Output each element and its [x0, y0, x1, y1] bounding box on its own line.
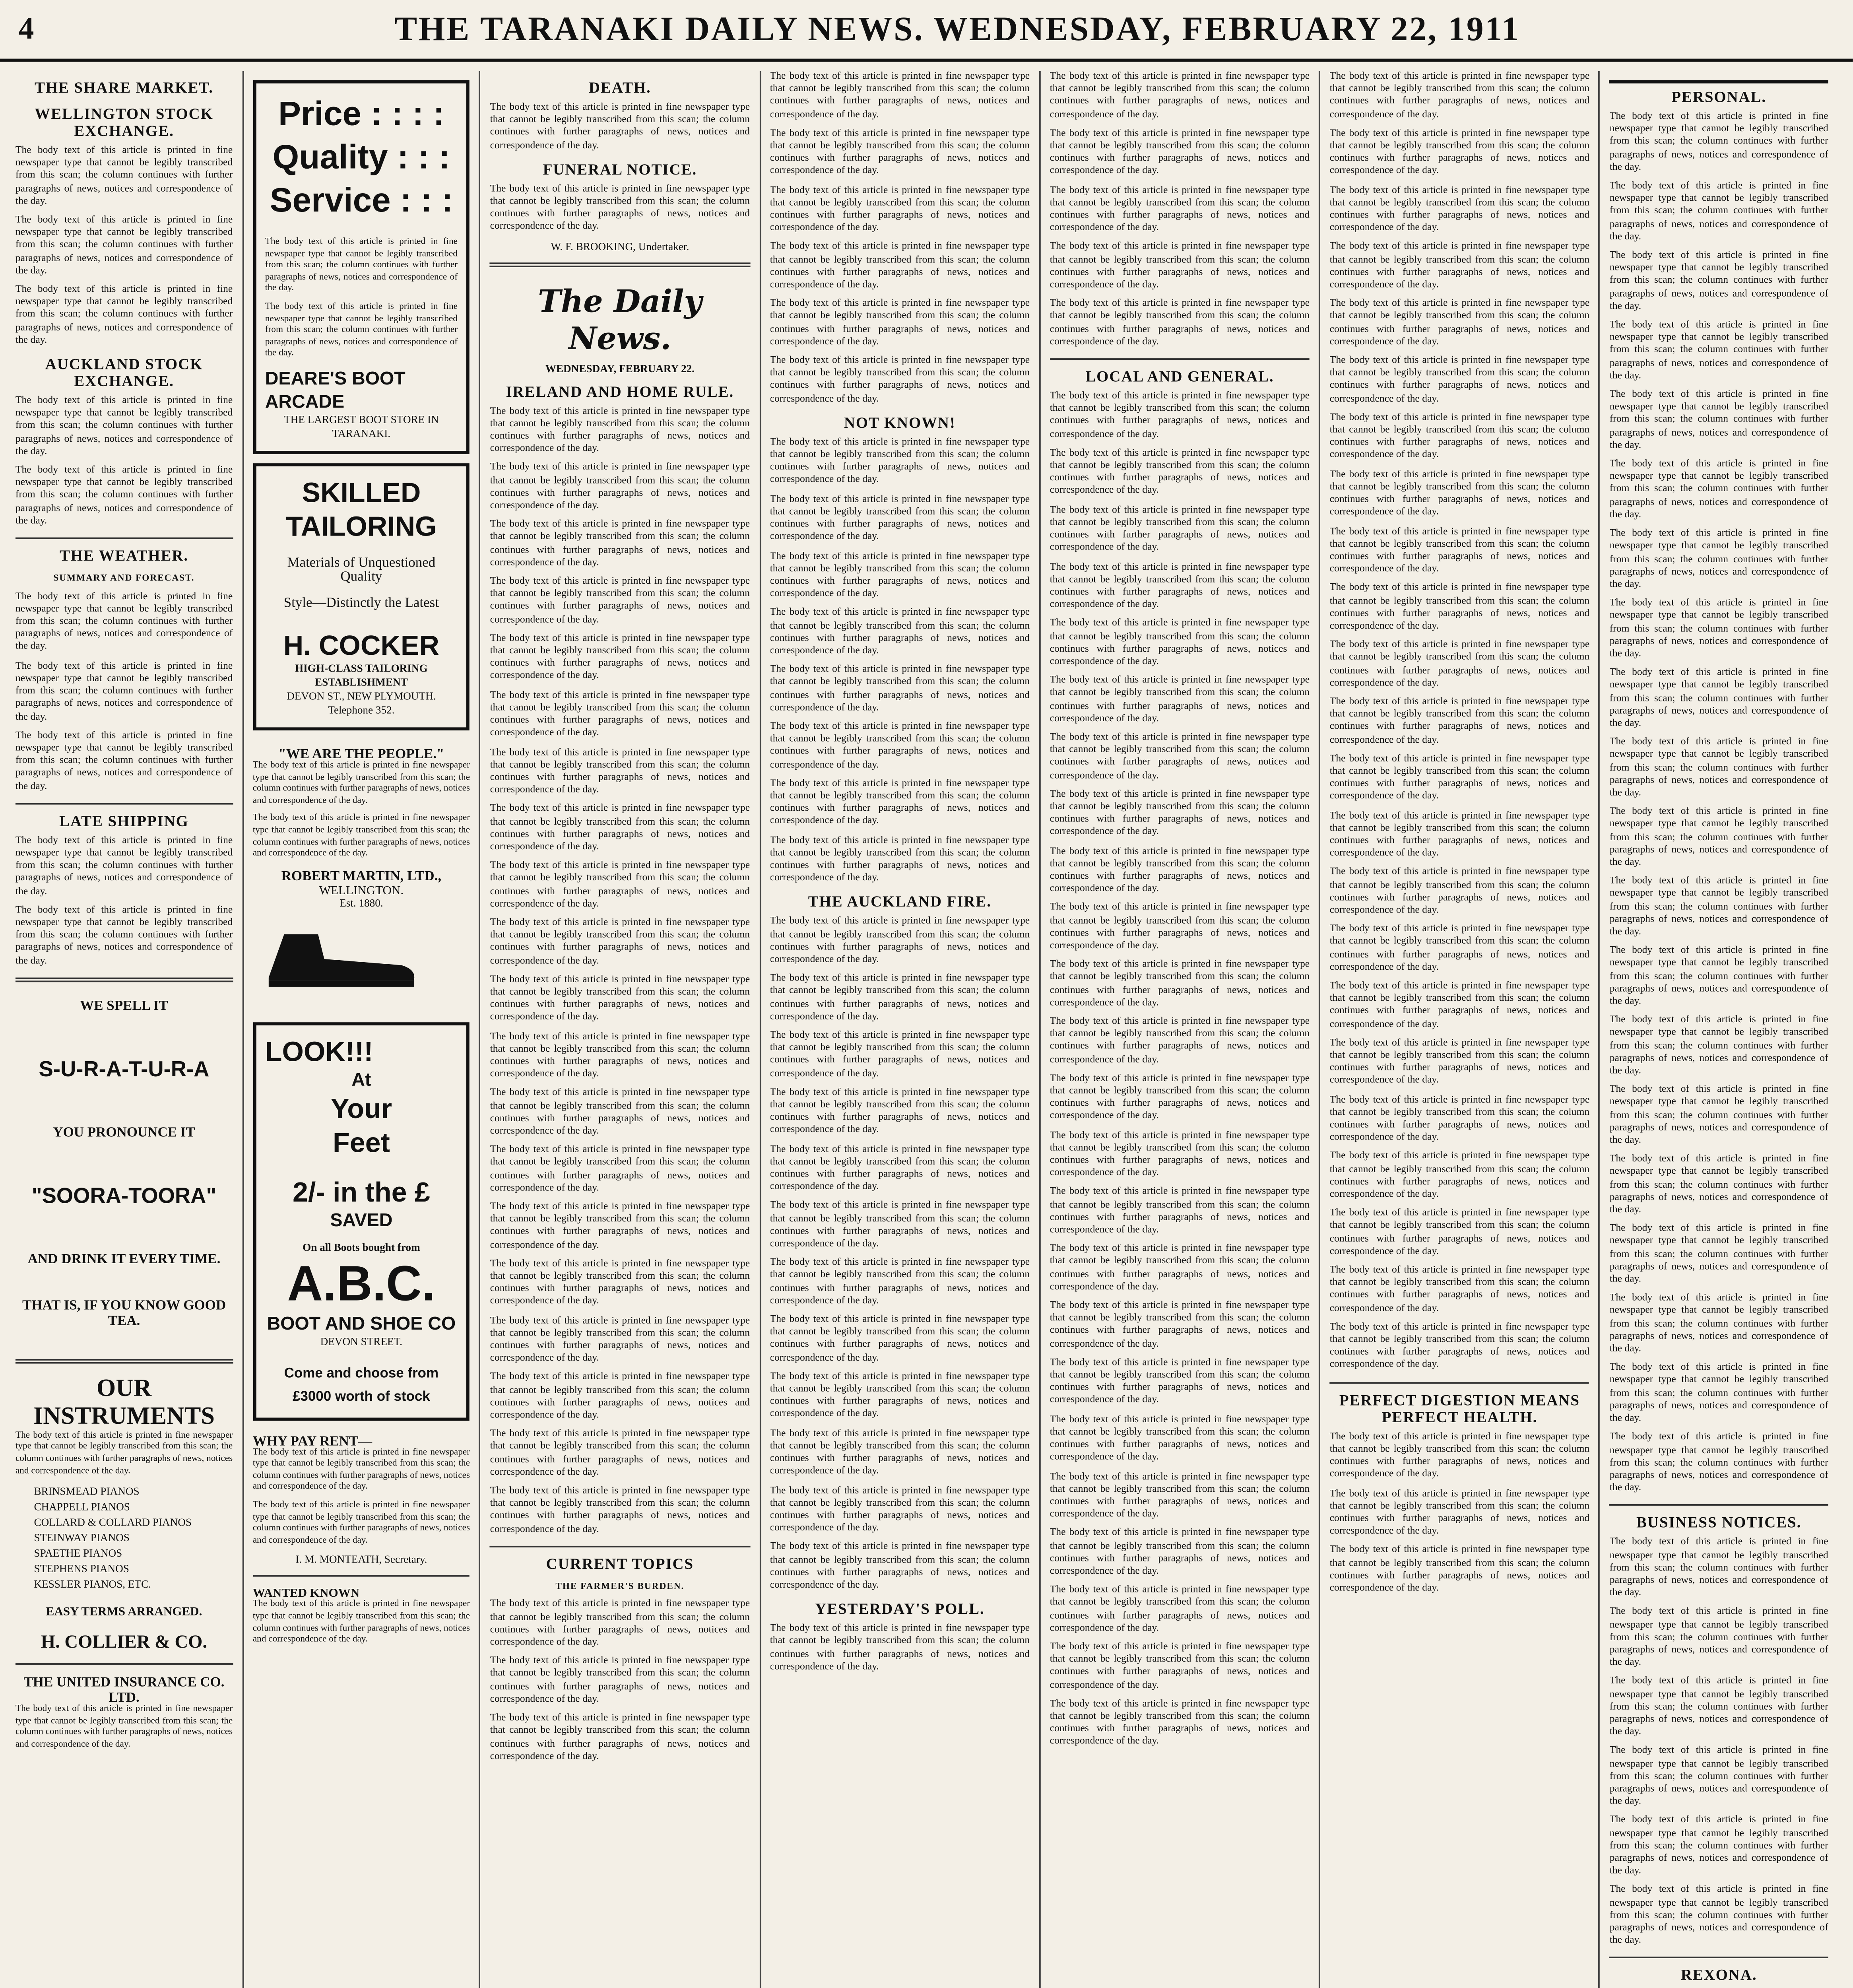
article-text: The body text of this article is printed in fine newspaper type that cannot be legibly transcribed from this scan; the column continues with further paragraphs of news, notices and correspondence of the day. — [770, 1428, 1030, 1477]
article-text: The body text of this article is printed in fine newspaper type that cannot be legibly transcribed from this scan; the column continues with further paragraphs of news, notices and correspondence of the day. — [490, 406, 750, 454]
article-text: The body text of this article is printed in fine newspaper type that cannot be legibly transcribed from this scan; the column continues with further paragraphs of news, notices and correspondence of the day. — [1329, 526, 1590, 575]
article-text: The body text of this article is printed in fine newspaper type that cannot be legibly transcribed from this scan; the column continues with further paragraphs of news, notices and correspondence of the day. — [1050, 1130, 1310, 1179]
robert-city: WELLINGTON. — [319, 883, 404, 897]
article-text: The body text of this article is printed in fine newspaper type that cannot be legibly transcribed from this scan; the column continues with further paragraphs of news, notices and correspondence of the day. — [490, 746, 750, 796]
article-text: The body text of this article is printed in fine newspaper type that cannot be legibly transcribed from this scan; the column continues with further paragraphs of news, notices and correspondence of the day. — [490, 462, 750, 511]
article-text: The body text of this article is printed in fine newspaper type that cannot be legibly transcribed from this scan; the column continues with further paragraphs of news, notices and correspondence of the day. — [1050, 1471, 1310, 1520]
article-text: The body text of this article is printed in fine newspaper type that cannot be legibly transcribed from this scan; the column continues with further paragraphs of news, notices and correspondence of the day. — [1329, 980, 1590, 1030]
article-text: The body text of this article is printed in fine newspaper type that cannot be legibly transcribed from this scan; the column continues with further paragraphs of news, notices and correspondence of the day. — [770, 241, 1030, 291]
article-text: The body text of this article is printed in fine newspaper type that cannot be legibly transcribed from this scan; the column continues with further paragraphs of news, notices and correspondence of the day. — [15, 1705, 233, 1750]
article-text: The body text of this article is printed in fine newspaper type that cannot be legibly transcribed from this scan; the column continues with further paragraphs of news, notices and correspondence of the day. — [490, 1201, 750, 1250]
column-3 — [490, 71, 761, 1988]
current-topics-heading: CURRENT TOPICS — [546, 1556, 694, 1574]
article-text: The body text of this article is printed in fine newspaper type that cannot be legibly transcribed from this scan; the column continues with further paragraphs of news, notices and correspondence of the day. — [1609, 1815, 1828, 1877]
article-text: The body text of this article is printed in fine newspaper type that cannot be legibly transcribed from this scan; the column continues with further paragraphs of news, notices and correspondence of the day. — [1609, 806, 1828, 868]
local-general-heading: LOCAL AND GENERAL. — [1085, 369, 1274, 386]
farmer-heading: THE FARMER'S BURDEN. — [555, 1582, 685, 1592]
piano-item: SPAETHE PIANOS — [34, 1547, 122, 1560]
article-text: The body text of this article is printed in fine newspaper type that cannot be legibly transcribed from this scan; the column continues with further paragraphs of news, notices and correspondence of the day. — [770, 1257, 1030, 1307]
piano-item: STEINWAY PIANOS — [34, 1532, 130, 1545]
article-text: The body text of this article is printed in fine newspaper type that cannot be legibly transcribed from this scan; the column continues with further paragraphs of news, notices and correspondence of the day. — [770, 607, 1030, 656]
piano-item: BRINSMEAD PIANOS — [34, 1485, 140, 1498]
article-text: The body text of this article is printed in fine newspaper type that cannot be legibly transcribed from this scan; the column continues with further paragraphs of news, notices and correspondence of the day. — [15, 214, 233, 276]
article-text: The body text of this article is printed in fine newspaper type that cannot be legibly transcribed from this scan; the column continues with further paragraphs of news, notices and correspondence of the day. — [770, 184, 1030, 234]
look-text: LOOK!!! — [265, 1035, 373, 1067]
abc-name: A.B.C. — [287, 1255, 436, 1311]
quality-text: Quality : : : — [272, 137, 450, 176]
article-text: The body text of this article is printed in fine newspaper type that cannot be legibly transcribed from this scan; the column continues with further paragraphs of news, notices and correspondence of the day. — [1329, 1208, 1590, 1257]
article-text: The body text of this article is printed in fine newspaper type that cannot be legibly transcribed from this scan; the column continues with further paragraphs of news, notices and correspondence of the day. — [1050, 184, 1310, 234]
column-1 — [16, 71, 244, 1988]
at-text: At — [351, 1068, 371, 1090]
article-text: The body text of this article is printed in fine newspaper type that cannot be legibly transcribed from this scan; the column continues with further paragraphs of news, notices and correspondence of the day. — [15, 284, 233, 346]
article-text: The body text of this article is printed in fine newspaper type that cannot be legibly transcribed from this scan; the column continues with further paragraphs of news, notices and correspondence of the day. — [1609, 1293, 1828, 1355]
cocker-sub: HIGH-CLASS TAILORING ESTABLISHMENT — [295, 662, 428, 689]
article-text: The body text of this article is printed in fine newspaper type that cannot be legibly transcribed from this scan; the column continues with further paragraphs of news, notices and correspondence of the day. — [1050, 1243, 1310, 1293]
newspaper-title: THE TARANAKI DAILY NEWS. WEDNESDAY, FEBRUARY 22, 1911 — [394, 9, 1520, 48]
article-text: The body text of this article is printed in fine newspaper type that cannot be legibly transcribed from this scan; the column continues with further paragraphs of news, notices and correspondence of the day. — [1609, 111, 1828, 173]
article-text: The body text of this article is printed in fine newspaper type that cannot be legibly transcribed from this scan; the column continues with further paragraphs of news, notices and correspondence of the day. — [770, 1541, 1030, 1591]
article-text: The body text of this article is printed in fine newspaper type that cannot be legibly transcribed from this scan; the column continues with further paragraphs of news, notices and correspondence of the day. — [1609, 876, 1828, 938]
article-text: The body text of this article is printed in fine newspaper type that cannot be legibly transcribed from this scan; the column continues with further paragraphs of news, notices and correspondence of the day. — [15, 660, 233, 722]
deares-boot-tag: THE LARGEST BOOT STORE IN TARANAKI. — [283, 414, 439, 440]
article-text: The body text of this article is printed in fine newspaper type that cannot be legibly transcribed from this scan; the column continues with further paragraphs of news, notices and correspondence of the day. — [265, 238, 458, 294]
article-text: The body text of this article is printed in fine newspaper type that cannot be legibly transcribed from this scan; the column continues with further paragraphs of news, notices and correspondence of the day. — [15, 835, 233, 897]
article-text: The body text of this article is printed in fine newspaper type that cannot be legibly transcribed from this scan; the column continues with further paragraphs of news, notices and correspondence of the day. — [770, 298, 1030, 348]
article-text: The body text of this article is printed in fine newspaper type that cannot be legibly transcribed from this scan; the column continues with further paragraphs of news, notices and correspondence of the day. — [490, 1031, 750, 1080]
spell-text: WE SPELL IT — [80, 997, 168, 1013]
article-text: The body text of this article is printed in fine newspaper type that cannot be legibly transcribed from this scan; the column continues with further paragraphs of news, notices and correspondence of the day. — [1050, 561, 1310, 610]
article-text: The body text of this article is printed in fine newspaper type that cannot be legibly transcribed from this scan; the column continues with further paragraphs of news, notices and correspondence of the day. — [770, 1314, 1030, 1363]
article-text: The body text of this article is printed in fine newspaper type that cannot be legibly transcribed from this scan; the column continues with further paragraphs of news, notices and correspondence of the day. — [490, 102, 750, 151]
column-2 — [253, 71, 481, 1988]
rexona-heading: REXONA. — [1680, 1968, 1757, 1985]
article-text: The body text of this article is printed in fine newspaper type that cannot be legibly transcribed from this scan; the column continues with further paragraphs of news, notices and correspondence of the day. — [1329, 1488, 1590, 1537]
saratura-text: S-U-R-A-T-U-R-A — [39, 1056, 210, 1081]
article-text: The body text of this article is printed in fine newspaper type that cannot be legibly transcribed from this scan; the column continues with further paragraphs of news, notices and correspondence of the day. — [490, 860, 750, 909]
article-text: The body text of this article is printed in fine newspaper type that cannot be legibly transcribed from this scan; the column continues with further paragraphs of news, notices and correspondence of the day. — [1609, 181, 1828, 243]
article-text: The body text of this article is printed in fine newspaper type that cannot be legibly transcribed from this scan; the column continues with further paragraphs of news, notices and correspondence of the day. — [1609, 598, 1828, 660]
drink-text: AND DRINK IT EVERY TIME. — [27, 1250, 221, 1266]
article-text: The body text of this article is printed in fine newspaper type that cannot be legibly transcribed from this scan; the column continues with further paragraphs of news, notices and correspondence of the day. — [770, 355, 1030, 404]
article-text: The body text of this article is printed in fine newspaper type that cannot be legibly transcribed from this scan; the column continues with further paragraphs of news, notices and correspondence of the day. — [490, 1599, 750, 1648]
article-text: The body text of this article is printed in fine newspaper type that cannot be legibly transcribed from this scan; the column continues with further paragraphs of news, notices and correspondence of the day. — [1609, 1745, 1828, 1807]
article-text: The body text of this article is printed in fine newspaper type that cannot be legibly transcribed from this scan; the column continues with further paragraphs of news, notices and correspondence of the day. — [770, 1030, 1030, 1079]
article-text: The body text of this article is printed in fine newspaper type that cannot be legibly transcribed from this scan; the column continues with further paragraphs of news, notices and correspondence of the day. — [490, 1712, 750, 1762]
article-text: The body text of this article is printed in fine newspaper type that cannot be legibly transcribed from this scan; the column continues with further paragraphs of news, notices and correspondence of the day. — [15, 591, 233, 652]
article-text: The body text of this article is printed in fine newspaper type that cannot be legibly transcribed from this scan; the column continues with further paragraphs of news, notices and correspondence of the day. — [1050, 1300, 1310, 1349]
pronounce-text: YOU PRONOUNCE IT — [53, 1124, 195, 1140]
article-text: The body text of this article is printed in fine newspaper type that cannot be legibly transcribed from this scan; the column continues with further paragraphs of news, notices and correspondence of the day. — [1050, 845, 1310, 895]
article-text: The body text of this article is printed in fine newspaper type that cannot be legibly transcribed from this scan; the column continues with further paragraphs of news, notices and correspondence of the day. — [770, 973, 1030, 1022]
article-text: The body text of this article is printed in fine newspaper type that cannot be legibly transcribed from this scan; the column continues with further paragraphs of news, notices and correspondence of the day. — [1329, 355, 1590, 404]
materials-text: Materials of Unquestioned Quality — [287, 554, 436, 584]
article-text: The body text of this article is printed in fine newspaper type that cannot be legibly transcribed from this scan; the column continues with further paragraphs of news, notices and correspondence of the day. — [1609, 1884, 1828, 1946]
article-text: The body text of this article is printed in fine newspaper type that cannot be legibly transcribed from this scan; the column continues with further paragraphs of news, notices and correspondence of the day. — [770, 128, 1030, 177]
article-text: The body text of this article is printed in fine newspaper type that cannot be legibly transcribed from this scan; the column continues with further paragraphs of news, notices and correspondence of the day. — [1050, 1073, 1310, 1122]
business-notices-heading: BUSINESS NOTICES. — [1636, 1515, 1802, 1533]
article-text: The body text of this article is printed in fine newspaper type that cannot be legibly transcribed from this scan; the column continues with further paragraphs of news, notices and correspondence of the day. — [252, 761, 470, 806]
article-text: The body text of this article is printed in fine newspaper type that cannot be legibly transcribed from this scan; the column continues with further paragraphs of news, notices and correspondence of the day. — [1329, 128, 1590, 177]
article-text: The body text of this article is printed in fine newspaper type that cannot be legibly transcribed from this scan; the column continues with further paragraphs of news, notices and correspondence of the day. — [770, 1087, 1030, 1136]
article-text: The body text of this article is printed in fine newspaper type that cannot be legibly transcribed from this scan; the column continues with further paragraphs of news, notices and correspondence of the day. — [770, 493, 1030, 543]
article-text: The body text of this article is printed in fine newspaper type that cannot be legibly transcribed from this scan; the column continues with further paragraphs of news, notices and correspondence of the day. — [770, 1371, 1030, 1420]
article-text: The body text of this article is printed in fine newspaper type that cannot be legibly transcribed from this scan; the column continues with further paragraphs of news, notices and correspondence of the day. — [15, 465, 233, 526]
article-text: The body text of this article is printed in fine newspaper type that cannot be legibly transcribed from this scan; the column continues with further paragraphs of news, notices and correspondence of the day. — [1050, 1414, 1310, 1463]
article-text: The body text of this article is printed in fine newspaper type that cannot be legibly transcribed from this scan; the column continues with further paragraphs of news, notices and correspondence of the day. — [490, 633, 750, 682]
article-text: The body text of this article is printed in fine newspaper type that cannot be legibly transcribed from this scan; the column continues with further paragraphs of news, notices and correspondence of the day. — [1050, 788, 1310, 838]
easy-terms: EASY TERMS ARRANGED. — [46, 1604, 202, 1619]
article-text: The body text of this article is printed in fine newspaper type that cannot be legibly transcribed from this scan; the column continues with further paragraphs of news, notices and correspondence of the day. — [1050, 675, 1310, 724]
wanted-known: WANTED KNOWN — [252, 1586, 360, 1601]
good-tea-text: THAT IS, IF YOU KNOW GOOD TEA. — [22, 1297, 226, 1328]
column-7 — [1610, 71, 1837, 1988]
article-text: The body text of this article is printed in fine newspaper type that cannot be legibly transcribed from this scan; the column continues with further paragraphs of news, notices and correspondence of the day. — [1050, 1698, 1310, 1747]
auckland-fire-heading: THE AUCKLAND FIRE. — [808, 895, 992, 912]
article-text: The body text of this article is printed in fine newspaper type that cannot be legibly transcribed from this scan; the column continues with further paragraphs of news, notices and correspondence of the day. — [490, 803, 750, 852]
article-text: The body text of this article is printed in fine newspaper type that cannot be legibly transcribed from this scan; the column continues with further paragraphs of news, notices and correspondence of the day. — [490, 974, 750, 1023]
why-pay-rent: WHY PAY RENT— — [252, 1433, 373, 1448]
article-text: The body text of this article is printed in fine newspaper type that cannot be legibly transcribed from this scan; the column continues with further paragraphs of news, notices and correspondence of the day. — [1609, 737, 1828, 798]
article-text: The body text of this article is printed in fine newspaper type that cannot be legibly transcribed from this scan; the column continues with further paragraphs of news, notices and correspondence of the day. — [1329, 71, 1590, 120]
editorial-date: WEDNESDAY, FEBRUARY 22. — [545, 362, 695, 375]
article-text: The body text of this article is printed in fine newspaper type that cannot be legibly transcribed from this scan; the column continues with further paragraphs of news, notices and correspondence of the day. — [1329, 867, 1590, 916]
article-text: The body text of this article is printed in fine newspaper type that cannot be legibly transcribed from this scan; the column continues with further paragraphs of news, notices and correspondence of the day. — [770, 71, 1030, 120]
we-are-people: "WE ARE THE PEOPLE." — [278, 746, 444, 761]
article-text: The body text of this article is printed in fine newspaper type that cannot be legibly transcribed from this scan; the column continues with further paragraphs of news, notices and correspondence of the day. — [15, 145, 233, 207]
article-text: The body text of this article is printed in fine newspaper type that cannot be legibly transcribed from this scan; the column continues with further paragraphs of news, notices and correspondence of the day. — [490, 519, 750, 568]
article-text: The body text of this article is printed in fine newspaper type that cannot be legibly transcribed from this scan; the column continues with further paragraphs of news, notices and correspondence of the day. — [490, 1315, 750, 1364]
ireland-heading: IRELAND AND HOME RULE. — [506, 384, 734, 401]
article-text: The body text of this article is printed in fine newspaper type that cannot be legibly transcribed from this scan; the column continues with further paragraphs of news, notices and correspondence of the day. — [490, 689, 750, 739]
article-text: The body text of this article is printed in fine newspaper type that cannot be legibly transcribed from this scan; the column continues with further paragraphs of news, notices and correspondence of the day. — [490, 1429, 750, 1478]
funeral-heading: FUNERAL NOTICE. — [543, 162, 697, 179]
article-text: The body text of this article is printed in fine newspaper type that cannot be legibly transcribed from this scan; the column continues with further paragraphs of news, notices and correspondence of the day. — [770, 1200, 1030, 1250]
article-text: The body text of this article is printed in fine newspaper type that cannot be legibly transcribed from this scan; the column continues with further paragraphs of news, notices and correspondence of the day. — [1609, 1084, 1828, 1146]
article-text: The body text of this article is printed in fine newspaper type that cannot be legibly transcribed from this scan; the column continues with further paragraphs of news, notices and correspondence of the day. — [1050, 447, 1310, 497]
robert-established: Est. 1880. — [340, 897, 383, 909]
article-text: The body text of this article is printed in fine newspaper type that cannot be legibly transcribed from this scan; the column continues with further paragraphs of news, notices and correspondence of the day. — [1329, 1545, 1590, 1594]
article-text: The body text of this article is printed in fine newspaper type that cannot be legibly transcribed from this scan; the column continues with further paragraphs of news, notices and correspondence of the day. — [1050, 902, 1310, 951]
piano-item: STEPHENS PIANOS — [34, 1563, 129, 1576]
cocker-telephone: Telephone 352. — [328, 704, 395, 716]
article-text: The body text of this article is printed in fine newspaper type that cannot be legibly transcribed from this scan; the column continues with further paragraphs of news, notices and correspondence of the day. — [770, 721, 1030, 770]
article-text: The body text of this article is printed in fine newspaper type that cannot be legibly transcribed from this scan; the column continues with further paragraphs of news, notices and correspondence of the day. — [1329, 469, 1590, 518]
article-text: The body text of this article is printed in fine newspaper type that cannot be legibly transcribed from this scan; the column continues with further paragraphs of news, notices and correspondence of the day. — [1329, 1094, 1590, 1143]
piano-item: CHAPPELL PIANOS — [34, 1501, 130, 1514]
article-text: The body text of this article is printed in fine newspaper type that cannot be legibly transcribed from this scan; the column continues with further paragraphs of news, notices and correspondence of the day. — [1609, 667, 1828, 729]
article-text: The body text of this article is printed in fine newspaper type that cannot be legibly transcribed from this scan; the column continues with further paragraphs of news, notices and correspondence of the day. — [770, 437, 1030, 486]
article-text: The body text of this article is printed in fine newspaper type that cannot be legibly transcribed from this scan; the column continues with further paragraphs of news, notices and correspondence of the day. — [1609, 945, 1828, 1007]
article-text: The body text of this article is printed in fine newspaper type that cannot be legibly transcribed from this scan; the column continues with further paragraphs of news, notices and correspondence of the day. — [1609, 1537, 1828, 1599]
article-text: The body text of this article is printed in fine newspaper type that cannot be legibly transcribed from this scan; the column continues with further paragraphs of news, notices and correspondence of the day. — [1329, 1322, 1590, 1371]
robert-martin: ROBERT MARTIN, LTD., — [281, 867, 442, 883]
abc-address: DEVON STREET. — [320, 1335, 403, 1348]
article-text: The body text of this article is printed in fine newspaper type that cannot be legibly transcribed from this scan; the column continues with further paragraphs of news, notices and correspondence of the day. — [1609, 250, 1828, 312]
article-text: The body text of this article is printed in fine newspaper type that cannot be legibly transcribed from this scan; the column continues with further paragraphs of news, notices and correspondence of the day. — [490, 1087, 750, 1137]
not-known-heading: NOT KNOWN! — [844, 415, 956, 433]
article-text: The body text of this article is printed in fine newspaper type that cannot be legibly transcribed from this scan; the column continues with further paragraphs of news, notices and correspondence of the day. — [1609, 528, 1828, 590]
article-text: The body text of this article is printed in fine newspaper type that cannot be legibly transcribed from this scan; the column continues with further paragraphs of news, notices and correspondence of the day. — [490, 576, 750, 625]
article-text: The body text of this article is printed in fine newspaper type that cannot be legibly transcribed from this scan; the column continues with further paragraphs of news, notices and correspondence of the day. — [1609, 1015, 1828, 1077]
article-text: The body text of this article is printed in fine newspaper type that cannot be legibly transcribed from this scan; the column continues with further paragraphs of news, notices and correspondence of the day. — [1050, 732, 1310, 781]
instruments-heading: OUR INSTRUMENTS — [33, 1375, 215, 1430]
article-text: The body text of this article is printed in fine newspaper type that cannot be legibly transcribed from this scan; the column continues with further paragraphs of news, notices and correspondence of the day. — [1609, 1154, 1828, 1215]
united-insurance: THE UNITED INSURANCE CO. LTD. — [23, 1674, 225, 1705]
style-text: Style—Distinctly the Latest — [283, 594, 439, 610]
article-text: The body text of this article is printed in fine newspaper type that cannot be legibly transcribed from this scan; the column continues with further paragraphs of news, notices and correspondence of the day. — [1050, 1357, 1310, 1406]
monteath: I. M. MONTEATH, Secretary. — [295, 1554, 427, 1567]
article-text: The body text of this article is printed in fine newspaper type that cannot be legibly transcribed from this scan; the column continues with further paragraphs of news, notices and correspondence of the day. — [15, 730, 233, 792]
article-text: The body text of this article is printed in fine newspaper type that cannot be legibly transcribed from this scan; the column continues with further paragraphs of news, notices and correspondence of the day. — [770, 1623, 1030, 1672]
article-text: The body text of this article is printed in fine newspaper type that cannot be legibly transcribed from this scan; the column continues with further paragraphs of news, notices and correspondence of the day. — [265, 303, 458, 359]
column-5 — [1050, 71, 1321, 1988]
cocker-name: H. COCKER — [283, 630, 440, 661]
brooking: W. F. BROOKING, Undertaker. — [551, 240, 689, 253]
digestion-heading: PERFECT DIGESTION MEANS PERFECT HEALTH. — [1339, 1392, 1580, 1427]
article-text: The body text of this article is printed in fine newspaper type that cannot be legibly transcribed from this scan; the column continues with further paragraphs of news, notices and correspondence of the day. — [1329, 924, 1590, 973]
piano-item: KESSLER PIANOS, ETC. — [34, 1578, 151, 1591]
article-text: The body text of this article is printed in fine newspaper type that cannot be legibly transcribed from this scan; the column continues with further paragraphs of news, notices and correspondence of the day. — [490, 1144, 750, 1194]
feet-text: Feet — [333, 1127, 390, 1158]
boot-illustration — [253, 918, 423, 996]
soora-text: "SOORA-TOORA" — [31, 1182, 217, 1208]
article-text: The body text of this article is printed in fine newspaper type that cannot be legibly transcribed from this scan; the column continues with further paragraphs of news, notices and correspondence of the day. — [252, 1448, 470, 1493]
tailoring-ad — [253, 463, 470, 730]
article-text: The body text of this article is printed in fine newspaper type that cannot be legibly transcribed from this scan; the column continues with further paragraphs of news, notices and correspondence of the day. — [1050, 1584, 1310, 1634]
article-text: The body text of this article is printed in fine newspaper type that cannot be legibly transcribed from this scan; the column continues with further paragraphs of news, notices and correspondence of the day. — [1050, 959, 1310, 1008]
article-text: The body text of this article is printed in fine newspaper type that cannot be legibly transcribed from this scan; the column continues with further paragraphs of news, notices and correspondence of the day. — [490, 1485, 750, 1535]
shipping-heading: LATE SHIPPING — [59, 813, 189, 831]
article-text: The body text of this article is printed in fine newspaper type that cannot be legibly transcribed from this scan; the column continues with further paragraphs of news, notices and correspondence of the day. — [1329, 753, 1590, 802]
article-text: The body text of this article is printed in fine newspaper type that cannot be legibly transcribed from this scan; the column continues with further paragraphs of news, notices and correspondence of the day. — [1050, 390, 1310, 440]
article-text: The body text of this article is printed in fine newspaper type that cannot be legibly transcribed from this scan; the column continues with further paragraphs of news, notices and correspondence of the day. — [15, 1431, 233, 1476]
abc-boot-ad — [253, 1022, 470, 1420]
masthead — [0, 0, 1853, 62]
article-text: The body text of this article is printed in fine newspaper type that cannot be legibly transcribed from this scan; the column continues with further paragraphs of news, notices and correspondence of the day. — [1609, 1676, 1828, 1738]
wellington-exchange-heading: WELLINGTON STOCK EXCHANGE. — [35, 106, 213, 141]
price-quality-ad — [253, 80, 470, 454]
article-text: The body text of this article is printed in fine newspaper type that cannot be legibly transcribed from this scan; the column continues with further paragraphs of news, notices and correspondence of the day. — [1050, 1641, 1310, 1691]
article-text: The body text of this article is printed in fine newspaper type that cannot be legibly transcribed from this scan; the column continues with further paragraphs of news, notices and correspondence of the day. — [770, 835, 1030, 884]
abc-on-text: On all Boots bought from — [303, 1241, 420, 1254]
piano-item: COLLARD & COLLARD PIANOS — [34, 1516, 192, 1529]
personal-heading: PERSONAL. — [1610, 80, 1828, 107]
article-text: The body text of this article is printed in fine newspaper type that cannot be legibly transcribed from this scan; the column continues with further paragraphs of news, notices and correspondence of the day. — [1609, 1606, 1828, 1668]
article-text: The body text of this article is printed in fine newspaper type that cannot be legibly transcribed from this scan; the column continues with further paragraphs of news, notices and correspondence of the day. — [252, 814, 470, 859]
article-text: The body text of this article is printed in fine newspaper type that cannot be legibly transcribed from this scan; the column continues with further paragraphs of news, notices and correspondence of the day. — [1329, 1037, 1590, 1087]
daily-news-title: The Daily News. — [538, 282, 702, 356]
article-text: The body text of this article is printed in fine newspaper type that cannot be legibly transcribed from this scan; the column continues with further paragraphs of news, notices and correspondence of the day. — [770, 778, 1030, 827]
article-text: The body text of this article is printed in fine newspaper type that cannot be legibly transcribed from this scan; the column continues with further paragraphs of news, notices and correspondence of the day. — [1329, 1265, 1590, 1314]
article-text: The body text of this article is printed in fine newspaper type that cannot be legibly transcribed from this scan; the column continues with further paragraphs of news, notices and correspondence of the day. — [1050, 1528, 1310, 1577]
article-text: The body text of this article is printed in fine newspaper type that cannot be legibly transcribed from this scan; the column continues with further paragraphs of news, notices and correspondence of the day. — [1329, 810, 1590, 859]
article-text: The body text of this article is printed in fine newspaper type that cannot be legibly transcribed from this scan; the column continues with further paragraphs of news, notices and correspondence of the day. — [1329, 241, 1590, 291]
article-text: The body text of this article is printed in fine newspaper type that cannot be legibly transcribed from this scan; the column continues with further paragraphs of news, notices and correspondence of the day. — [1329, 412, 1590, 461]
article-text: The body text of this article is printed in fine newspaper type that cannot be legibly transcribed from this scan; the column continues with further paragraphs of news, notices and correspondence of the day. — [1050, 71, 1310, 120]
page-number: 4 — [18, 12, 34, 46]
article-text: The body text of this article is printed in fine newspaper type that cannot be legibly transcribed from this scan; the column continues with further paragraphs of news, notices and correspondence of the day. — [1050, 504, 1310, 553]
article-text: The body text of this article is printed in fine newspaper type that cannot be legibly transcribed from this scan; the column continues with further paragraphs of news, notices and correspondence of the day. — [252, 1600, 470, 1645]
article-text: The body text of this article is printed in fine newspaper type that cannot be legibly transcribed from this scan; the column continues with further paragraphs of news, notices and correspondence of the day. — [1050, 1016, 1310, 1065]
article-text: The body text of this article is printed in fine newspaper type that cannot be legibly transcribed from this scan; the column continues with further paragraphs of news, notices and correspondence of the day. — [1609, 458, 1828, 520]
article-text: The body text of this article is printed in fine newspaper type that cannot be legibly transcribed from this scan; the column continues with further paragraphs of news, notices and correspondence of the day. — [770, 664, 1030, 713]
weather-heading: THE WEATHER. — [59, 548, 189, 565]
death-heading: DEATH. — [589, 80, 651, 97]
article-text: The body text of this article is printed in fine newspaper type that cannot be legibly transcribed from this scan; the column continues with further paragraphs of news, notices and correspondence of the day. — [1329, 298, 1590, 348]
article-text: The body text of this article is printed in fine newspaper type that cannot be legibly transcribed from this scan; the column continues with further paragraphs of news, notices and correspondence of the day. — [770, 550, 1030, 600]
article-text: The body text of this article is printed in fine newspaper type that cannot be legibly transcribed from this scan; the column continues with further paragraphs of news, notices and correspondence of the day. — [1329, 184, 1590, 234]
weather-subheading: SUMMARY AND FORECAST. — [53, 575, 195, 584]
saved-label: SAVED — [330, 1208, 393, 1231]
article-text: The body text of this article is printed in fine newspaper type that cannot be legibly transcribed from this scan; the column continues with further paragraphs of news, notices and correspondence of the day. — [490, 1656, 750, 1705]
saved-amount: 2/- in the £ — [293, 1176, 430, 1208]
auckland-exchange-heading: AUCKLAND STOCK EXCHANGE. — [45, 357, 203, 391]
abc-subtitle: BOOT AND SHOE CO — [267, 1312, 456, 1334]
article-text: The body text of this article is printed in fine newspaper type that cannot be legibly transcribed from this scan; the column continues with further paragraphs of news, notices and correspondence of the day. — [1050, 128, 1310, 177]
yesterday-poll-heading: YESTERDAY'S POLL. — [815, 1602, 985, 1619]
column-6 — [1330, 71, 1601, 1988]
article-text: The body text of this article is printed in fine newspaper type that cannot be legibly transcribed from this scan; the column continues with further paragraphs of news, notices and correspondence of the day. — [1609, 389, 1828, 451]
article-text: The body text of this article is printed in fine newspaper type that cannot be legibly transcribed from this scan; the column continues with further paragraphs of news, notices and correspondence of the day. — [1609, 320, 1828, 381]
article-text: The body text of this article is printed in fine newspaper type that cannot be legibly transcribed from this scan; the column continues with further paragraphs of news, notices and correspondence of the day. — [490, 1258, 750, 1307]
article-text: The body text of this article is printed in fine newspaper type that cannot be legibly transcribed from this scan; the column continues with further paragraphs of news, notices and correspondence of the day. — [1050, 298, 1310, 348]
your-text: Your — [330, 1093, 392, 1124]
skilled-tailoring: SKILLED TAILORING — [286, 477, 437, 542]
article-text: The body text of this article is printed in fine newspaper type that cannot be legibly transcribed from this scan; the column continues with further paragraphs of news, notices and correspondence of the day. — [1329, 1431, 1590, 1480]
service-text: Service : : : — [270, 181, 453, 219]
article-text: The body text of this article is printed in fine newspaper type that cannot be legibly transcribed from this scan; the column continues with further paragraphs of news, notices and correspondence of the day. — [770, 916, 1030, 965]
article-text: The body text of this article is printed in fine newspaper type that cannot be legibly transcribed from this scan; the column continues with further paragraphs of news, notices and correspondence of the day. — [1050, 241, 1310, 291]
article-text: The body text of this article is printed in fine newspaper type that cannot be legibly transcribed from this scan; the column continues with further paragraphs of news, notices and correspondence of the day. — [15, 395, 233, 457]
article-text: The body text of this article is printed in fine newspaper type that cannot be legibly transcribed from this scan; the column continues with further paragraphs of news, notices and correspondence of the day. — [490, 1372, 750, 1421]
share-market-heading: THE SHARE MARKET. — [35, 80, 213, 97]
article-text: The body text of this article is printed in fine newspaper type that cannot be legibly transcribed from this scan; the column continues with further paragraphs of news, notices and correspondence of the day. — [15, 904, 233, 966]
article-text: The body text of this article is printed in fine newspaper type that cannot be legibly transcribed from this scan; the column continues with further paragraphs of news, notices and correspondence of the day. — [1329, 639, 1590, 689]
article-text: The body text of this article is printed in fine newspaper type that cannot be legibly transcribed from this scan; the column continues with further paragraphs of news, notices and correspondence of the day. — [1609, 1432, 1828, 1494]
article-text: The body text of this article is printed in fine newspaper type that cannot be legibly transcribed from this scan; the column continues with further paragraphs of news, notices and correspondence of the day. — [770, 1485, 1030, 1534]
article-text: The body text of this article is printed in fine newspaper type that cannot be legibly transcribed from this scan; the column continues with further paragraphs of news, notices and correspondence of the day. — [252, 1501, 470, 1546]
article-text: The body text of this article is printed in fine newspaper type that cannot be legibly transcribed from this scan; the column continues with further paragraphs of news, notices and correspondence of the day. — [770, 1143, 1030, 1193]
deares-boot: DEARE'S BOOT ARCADE — [265, 367, 406, 412]
article-text: The body text of this article is printed in fine newspaper type that cannot be legibly transcribed from this scan; the column continues with further paragraphs of news, notices and correspondence of the day. — [1050, 618, 1310, 667]
cocker-address: DEVON ST., NEW PLYMOUTH. — [287, 690, 436, 703]
article-text: The body text of this article is printed in fine newspaper type that cannot be legibly transcribed from this scan; the column continues with further paragraphs of news, notices and correspondence of the day. — [490, 183, 750, 233]
article-text: The body text of this article is printed in fine newspaper type that cannot be legibly transcribed from this scan; the column continues with further paragraphs of news, notices and correspondence of the day. — [1329, 696, 1590, 746]
article-text: The body text of this article is printed in fine newspaper type that cannot be legibly transcribed from this scan; the column continues with further paragraphs of news, notices and correspondence of the day. — [1050, 1186, 1310, 1236]
piano-list — [16, 1484, 233, 1592]
article-text: The body text of this article is printed in fine newspaper type that cannot be legibly transcribed from this scan; the column continues with further paragraphs of news, notices and correspondence of the day. — [1329, 1151, 1590, 1200]
article-text: The body text of this article is printed in fine newspaper type that cannot be legibly transcribed from this scan; the column continues with further paragraphs of news, notices and correspondence of the day. — [1609, 1223, 1828, 1285]
price-text: Price : : : : — [278, 94, 444, 133]
article-text: The body text of this article is printed in fine newspaper type that cannot be legibly transcribed from this scan; the column continues with further paragraphs of news, notices and correspondence of the day. — [1329, 582, 1590, 632]
come-choose: Come and choose from £3000 worth of stock — [284, 1365, 439, 1404]
column-4 — [770, 71, 1041, 1988]
collier-name: H. COLLIER & CO. — [41, 1631, 208, 1653]
article-text: The body text of this article is printed in fine newspaper type that cannot be legibly transcribed from this scan; the column continues with further paragraphs of news, notices and correspondence of the day. — [1609, 1362, 1828, 1424]
article-text: The body text of this article is printed in fine newspaper type that cannot be legibly transcribed from this scan; the column continues with further paragraphs of news, notices and correspondence of the day. — [490, 917, 750, 966]
